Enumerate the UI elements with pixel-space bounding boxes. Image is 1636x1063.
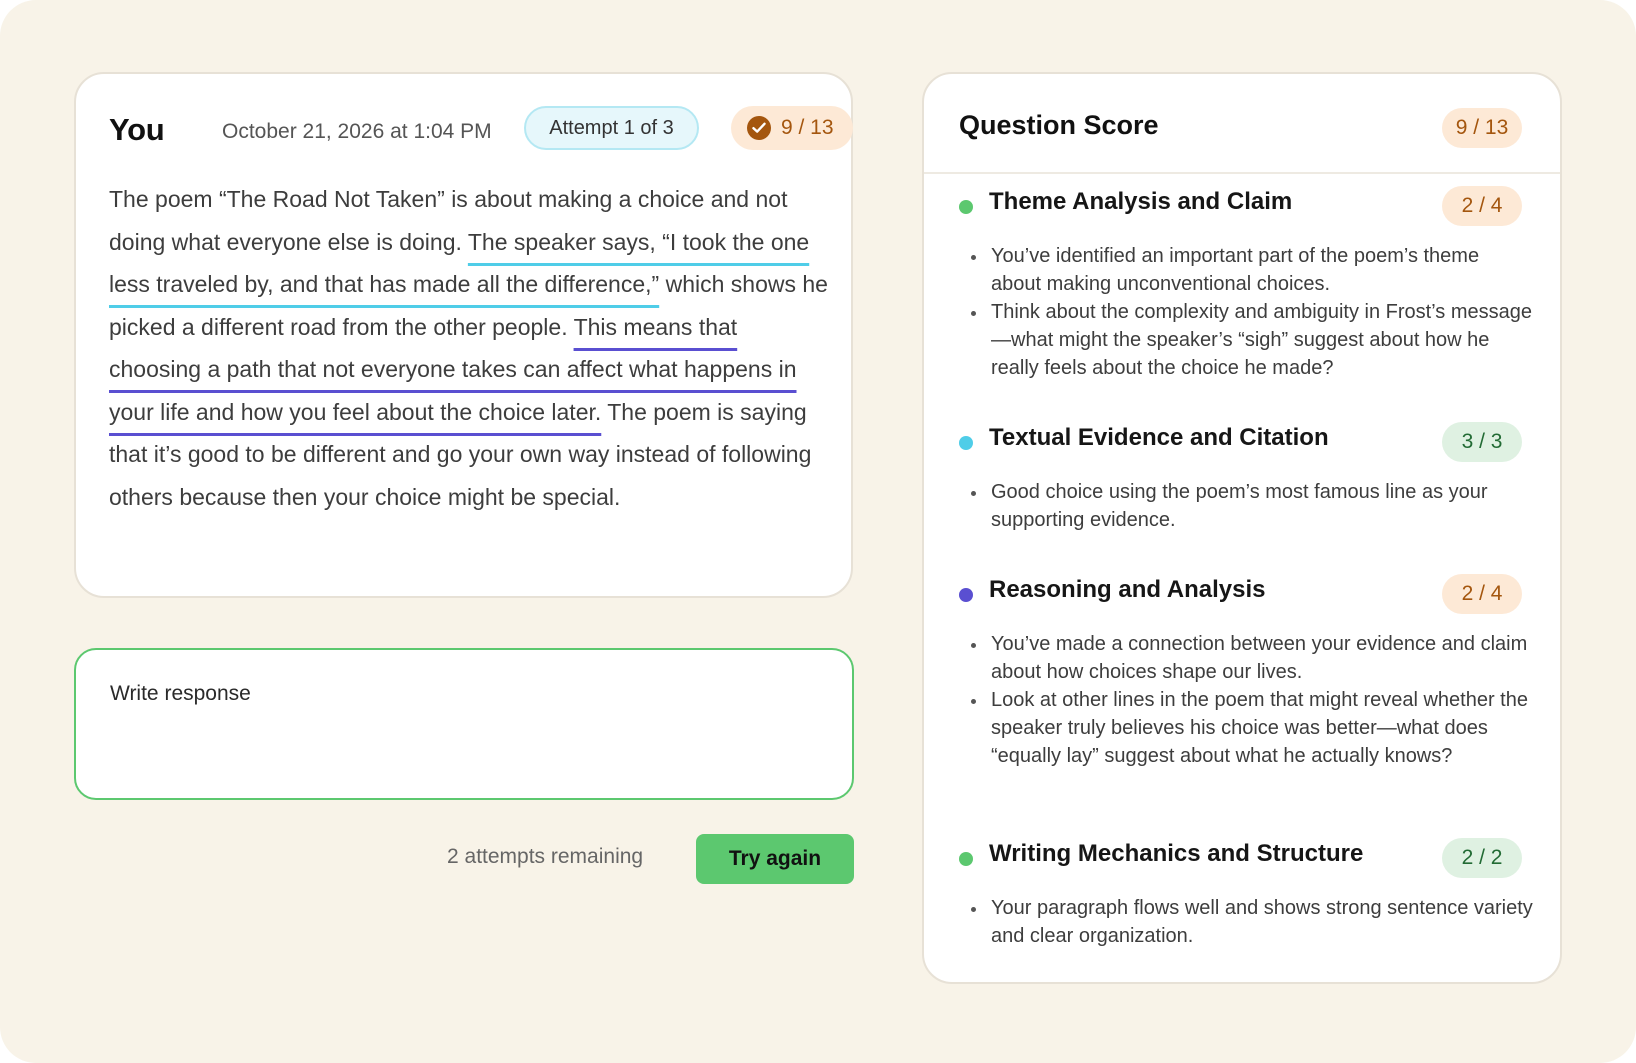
feedback-item: Your paragraph flows well and shows strong sentence variety and clear organization. — [969, 894, 1534, 950]
question-score-header — [924, 74, 1560, 174]
question-score-card — [922, 72, 1562, 984]
feedback-item: Look at other lines in the poem that might reveal whether the speaker truly believes his choice was better—what does “equally lay” suggest about what he actually knows? — [969, 686, 1534, 770]
dot-icon — [959, 588, 973, 602]
essay-conclusion: The poem is saying that it’s good to be different and go your own way instead of following others because then your choice might be special. — [109, 398, 812, 510]
feedback-item: Think about the complexity and ambiguity in Frost’s message—what might the speaker’s “sigh” suggest about how he really feels about the choice he made? — [969, 298, 1534, 382]
feedback-item: Good choice using the poem’s most famous line as your supporting evidence. — [969, 478, 1534, 534]
reasoning-highlight: This means that choosing a path that not everyone takes can affect what happens in your life and how you feel about the choice later. — [109, 313, 797, 425]
attempt-badge: Attempt 1 of 3 — [524, 106, 699, 150]
try-again-button[interactable]: Try again — [696, 834, 854, 884]
write-response-box — [74, 648, 854, 800]
response-score-badge — [731, 106, 853, 150]
criterion-name: Reasoning and Analysis — [989, 576, 1266, 603]
evidence-highlight: The speaker says, “I took the one less traveled by, and that has made all the difference,” — [109, 228, 810, 297]
feedback-item: You’ve made a connection between your evidence and claim about how choices shape our lives. — [969, 630, 1534, 686]
essay-claim: The poem “The Road Not Taken” is about making a choice and not doing what everyone else is doing. — [109, 186, 788, 255]
essay-connector: which shows he picked a different road from the other people. — [109, 271, 828, 340]
criterion-name: Writing Mechanics and Structure — [989, 840, 1364, 867]
attempts-remaining: 2 attempts remaining — [447, 845, 644, 868]
check-circle-icon — [747, 116, 771, 140]
criterion-feedback-list — [969, 894, 1534, 950]
dot-icon — [959, 436, 973, 450]
dot-icon — [959, 200, 973, 214]
criterion-feedback-list — [969, 630, 1534, 770]
dot-icon — [959, 852, 973, 866]
criterion-score-pill: 2 / 2 — [1442, 838, 1522, 878]
criterion-score-pill: 3 / 3 — [1442, 422, 1522, 462]
total-score-pill: 9 / 13 — [1442, 108, 1522, 148]
criterion-name: Theme Analysis and Claim — [989, 188, 1293, 215]
author-name: You — [109, 112, 165, 147]
criterion-score-pill: 2 / 4 — [1442, 186, 1522, 226]
criterion-score-pill: 2 / 4 — [1442, 574, 1522, 614]
criterion-feedback-list — [969, 242, 1534, 382]
submission-timestamp: October 21, 2026 at 1:04 PM — [222, 120, 492, 143]
criterion-feedback-list — [969, 478, 1534, 534]
response-score-value: 9 / 13 — [781, 116, 834, 139]
feedback-item: You’ve identified an important part of the poem’s theme about making unconventional choices. — [969, 242, 1534, 298]
response-card — [74, 72, 853, 598]
essay-text — [109, 178, 829, 518]
question-score-title: Question Score — [959, 110, 1159, 140]
write-response-input[interactable] — [76, 650, 852, 798]
response-header — [109, 106, 834, 156]
criterion-name: Textual Evidence and Citation — [989, 424, 1329, 451]
